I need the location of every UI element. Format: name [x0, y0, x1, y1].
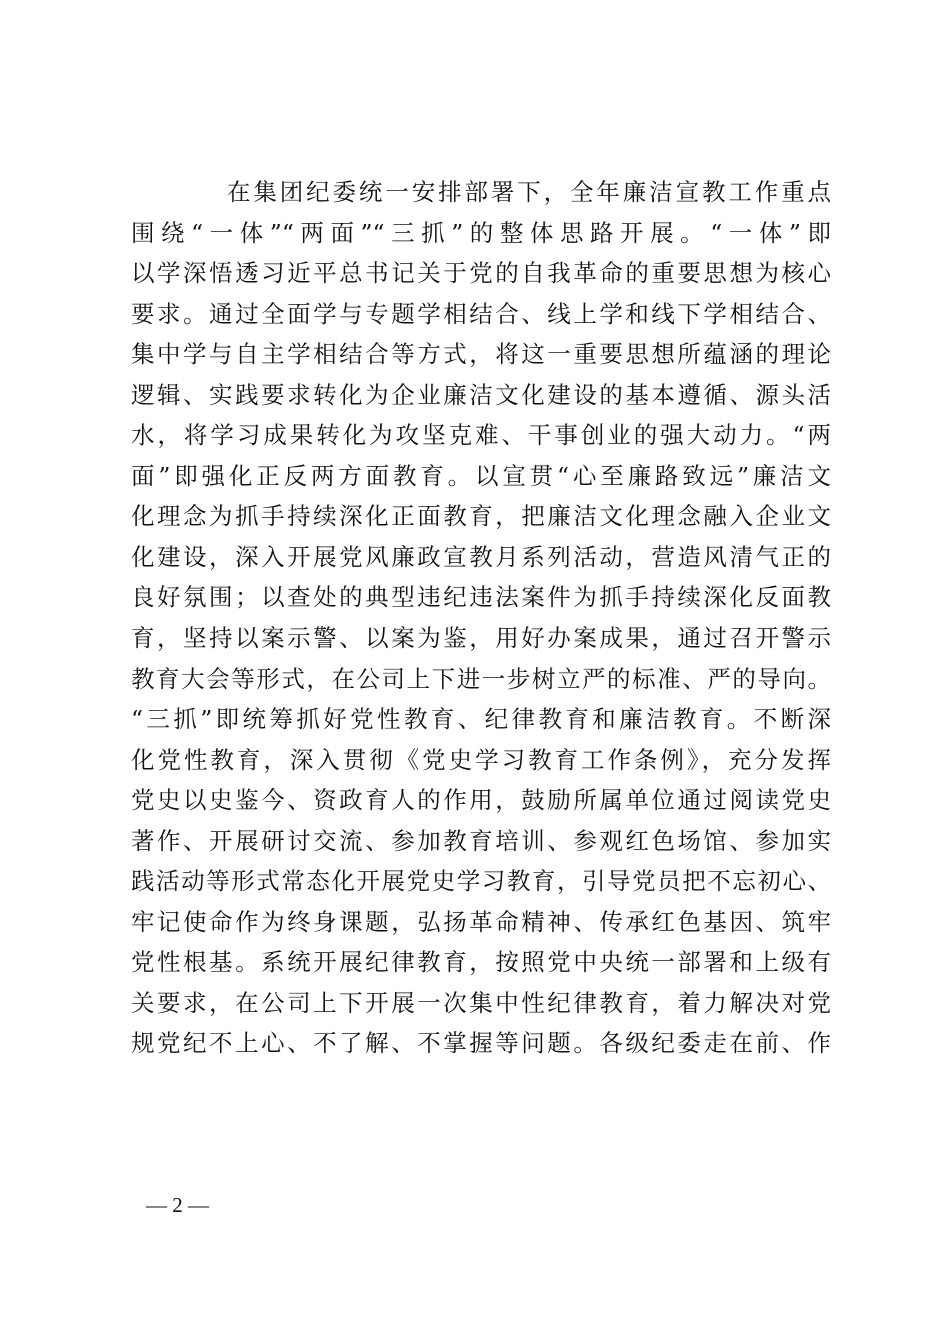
- paragraph-line: 水，将学习成果转化为攻坚克难、干事创业的强大动力。“两: [131, 421, 831, 450]
- paragraph-line: 化建设，深入开展党风廉政宣教月系列活动，营造风清气正的: [131, 542, 831, 571]
- paragraph-line: “三抓”即统筹抓好党性教育、纪律教育和廉洁教育。不断深: [131, 705, 831, 734]
- paragraph-line: 良好氛围；以查处的典型违纪违法案件为抓手持续深化反面教: [131, 583, 831, 612]
- page-number: — 2 —: [146, 1193, 209, 1217]
- paragraph-line: 围绕“一体”“两面”“三抓”的整体思路开展。“一体”即: [131, 218, 831, 247]
- paragraph-line: 化党性教育，深入贯彻《党史学习教育工作条例》，充分发挥: [131, 745, 831, 774]
- paragraph-line: 党性根基。系统开展纪律教育，按照党中央统一部署和上级有: [131, 948, 831, 977]
- paragraph-line: 教育大会等形式，在公司上下进一步树立严的标准、严的导向。: [131, 664, 831, 693]
- paragraph-line: 逻辑、实践要求转化为企业廉洁文化建设的基本遵循、源头活: [131, 380, 831, 409]
- paragraph-line: 面”即强化正反两方面教育。以宣贯“心至廉路致远”廉洁文: [131, 461, 831, 490]
- paragraph-line: 化理念为抓手持续深化正面教育，把廉洁文化理念融入企业文: [131, 502, 831, 531]
- paragraph-line: 著作、开展研讨交流、参加教育培训、参观红色场馆、参加实: [131, 826, 831, 855]
- paragraph-line: 规党纪不上心、不了解、不掌握等问题。各级纪委走在前、作: [131, 1029, 831, 1058]
- paragraph-line: 牢记使命作为终身课题，弘扬革命精神、传承红色基因、筑牢: [131, 907, 831, 936]
- paragraph-line: 育，坚持以案示警、以案为鉴，用好办案成果，通过召开警示: [131, 624, 831, 653]
- paragraph-line: 践活动等形式常态化开展党史学习教育，引导党员把不忘初心、: [131, 867, 831, 896]
- paragraph-line: 要求。通过全面学与专题学相结合、线上学和线下学相结合、: [131, 299, 831, 328]
- paragraph-line: 关要求，在公司上下开展一次集中性纪律教育，着力解决对党: [131, 988, 831, 1017]
- paragraph-line: 党史以史鉴今、资政育人的作用，鼓励所属单位通过阅读党史: [131, 786, 831, 815]
- paragraph-line: 在集团纪委统一安排部署下，全年廉洁宣教工作重点: [227, 178, 831, 206]
- paragraph-line: 集中学与自主学相结合等方式，将这一重要思想所蕴涵的理论: [131, 340, 831, 369]
- paragraph-line: 以学深悟透习近平总书记关于党的自我革命的重要思想为核心: [131, 259, 831, 288]
- body-paragraph: [131, 176, 831, 1068]
